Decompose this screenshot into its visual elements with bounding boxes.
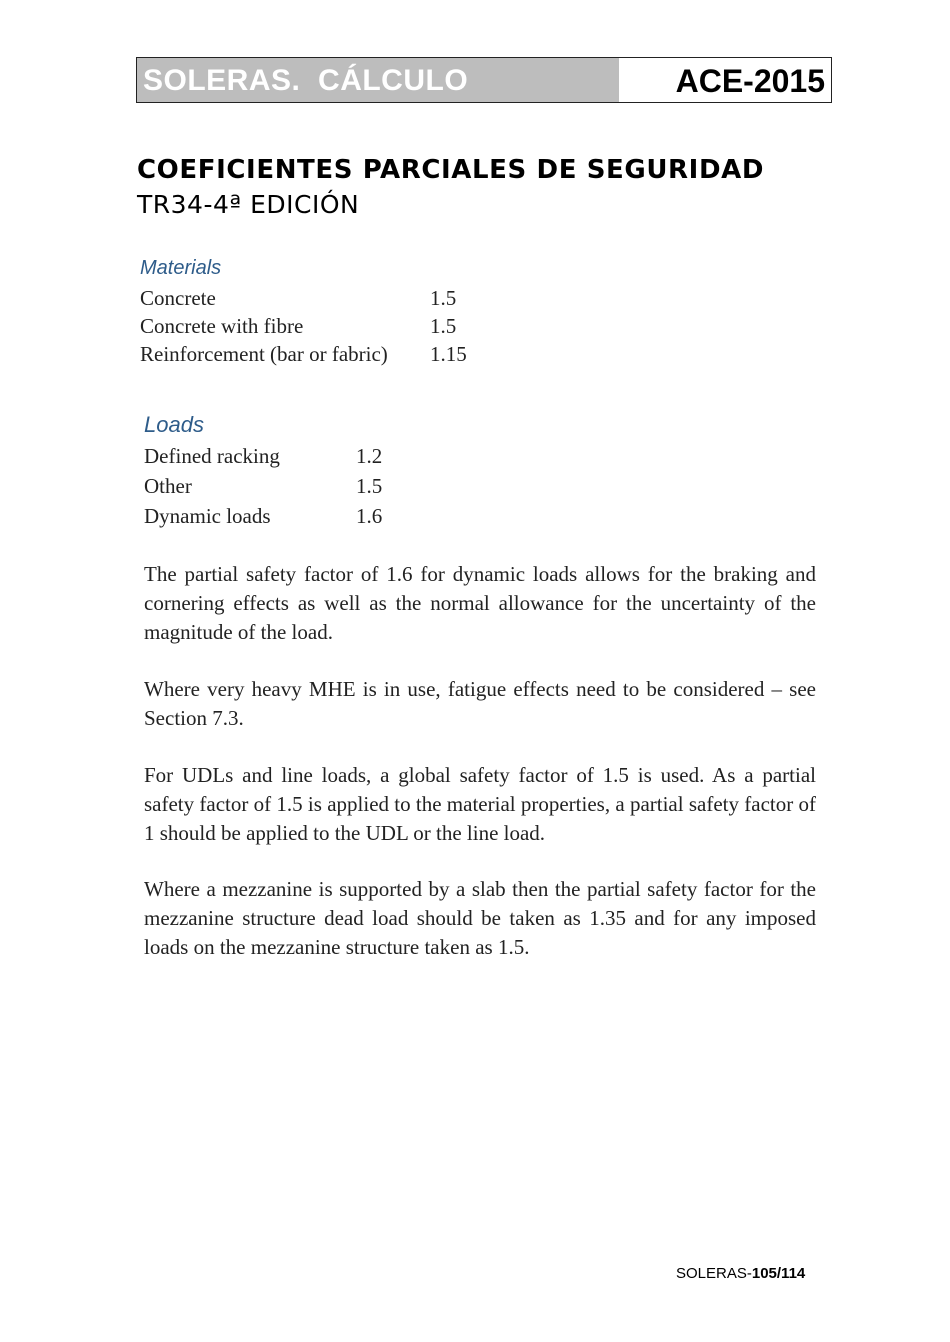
material-label: Reinforcement (bar or fabric) bbox=[140, 341, 388, 366]
table-row bbox=[144, 441, 382, 471]
loads-heading: Loads bbox=[144, 412, 204, 437]
load-value: 1.5 bbox=[356, 473, 383, 498]
material-value: 1.5 bbox=[430, 285, 457, 310]
table-row bbox=[140, 340, 467, 368]
page-subtitle: TR34-4ª EDICIÓN bbox=[137, 190, 360, 219]
page-header bbox=[136, 57, 832, 103]
header-doc-code: ACE-2015 bbox=[675, 63, 825, 99]
table-row bbox=[140, 284, 467, 312]
loads-table bbox=[144, 441, 382, 531]
page-footer bbox=[676, 1265, 805, 1282]
load-label: Defined racking bbox=[144, 443, 280, 468]
load-label: Dynamic loads bbox=[144, 503, 271, 528]
page-title: COEFICIENTES PARCIALES DE SEGURIDAD bbox=[137, 155, 765, 185]
body-paragraph: The partial safety factor of 1.6 for dynamic loads allows for the braking and cornering effects as well as the normal allowance for the uncertainty of the magnitude of the load. bbox=[144, 562, 816, 644]
load-value: 1.6 bbox=[356, 503, 383, 528]
material-label: Concrete bbox=[140, 285, 216, 310]
load-label: Other bbox=[144, 473, 192, 498]
table-row bbox=[144, 501, 382, 531]
materials-heading: Materials bbox=[140, 257, 222, 279]
table-row bbox=[140, 312, 467, 340]
footer-page-total: /114 bbox=[776, 1265, 806, 1282]
material-value: 1.15 bbox=[430, 341, 467, 366]
body-paragraph: Where very heavy MHE is in use, fatigue effects need to be considered – see Section 7.3. bbox=[144, 677, 816, 730]
footer-page-number: 105 bbox=[751, 1265, 777, 1282]
material-label: Concrete with fibre bbox=[140, 313, 304, 338]
body-paragraph: For UDLs and line loads, a global safety factor of 1.5 is used. As a partial safety factor of 1.5 is applied to the material properties, a partial safety factor of 1 should be applied to the UDL or the line load. bbox=[144, 763, 816, 845]
load-value: 1.2 bbox=[356, 443, 383, 468]
body-paragraph: Where a mezzanine is supported by a slab then the partial safety factor for the mezzanine structure dead load should be taken as 1.35 and for any imposed loads on the mezzanine structure taken as 1.5. bbox=[144, 877, 816, 959]
materials-table bbox=[140, 284, 467, 368]
table-row bbox=[144, 471, 382, 501]
header-section-title: SOLERAS. CÁLCULO bbox=[137, 58, 619, 102]
material-value: 1.5 bbox=[430, 313, 457, 338]
footer-prefix: SOLERAS- bbox=[676, 1265, 752, 1282]
